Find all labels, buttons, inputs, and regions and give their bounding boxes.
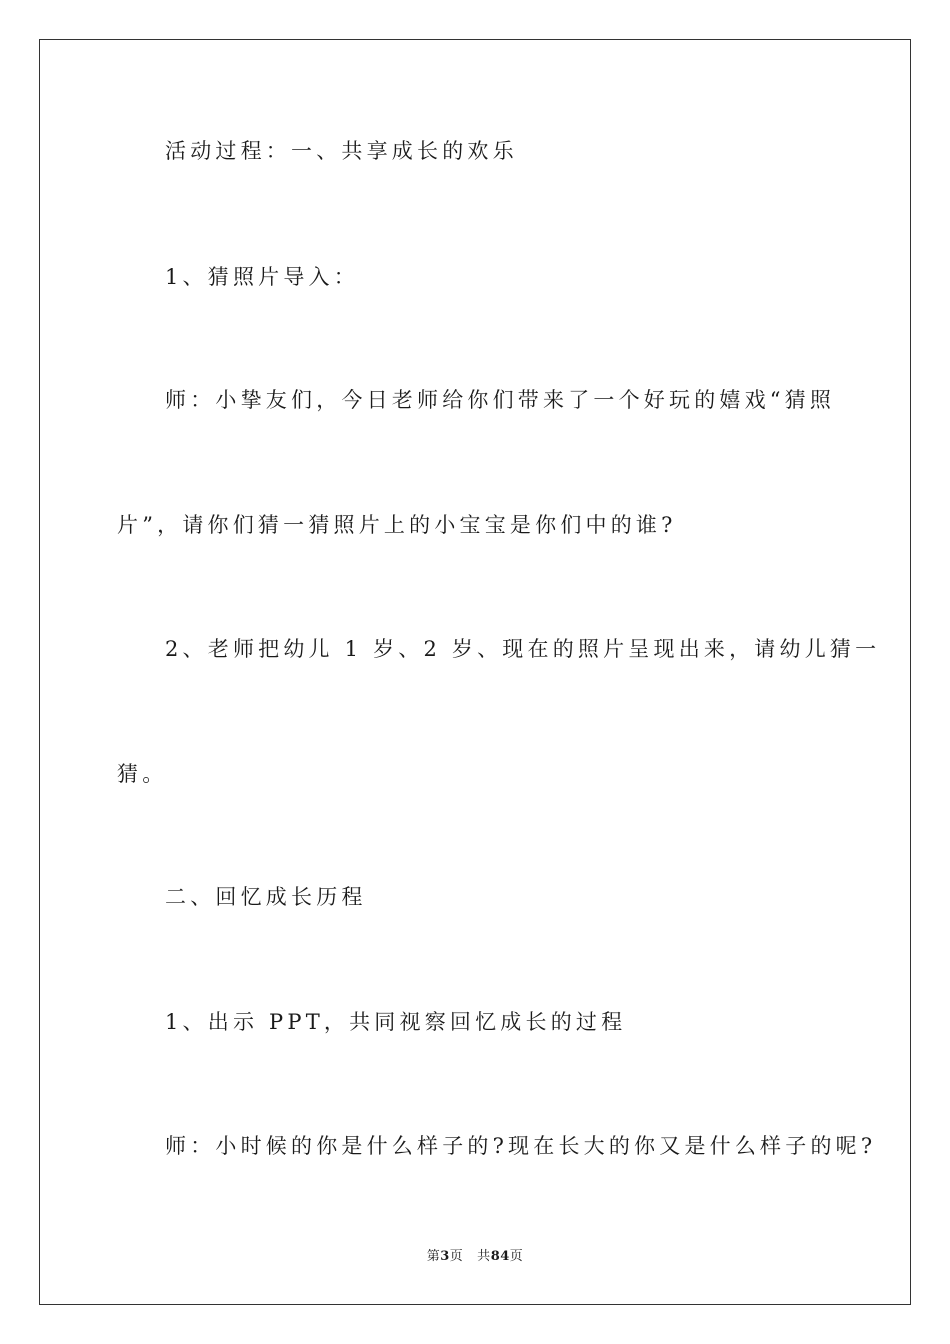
text-line-3: 师：小挚友们，今日老师给你们带来了一个好玩的嬉戏“猜照 — [165, 388, 836, 412]
text-line-2: 1、猜照片导入： — [165, 265, 359, 289]
text-line-6: 猜。 — [117, 762, 168, 786]
text-line-9: 师：小时候的你是什么样子的?现在长大的你又是什么样子的呢? — [165, 1134, 877, 1158]
text-line-5: 2、老师把幼儿 1 岁、2 岁、现在的照片呈现出来，请幼儿猜一 — [165, 637, 881, 661]
text-line-4: 片”，请你们猜一猜照片上的小宝宝是你们中的谁? — [117, 513, 677, 537]
text-line-1: 活动过程：一、共享成长的欢乐 — [165, 139, 518, 163]
text-line-7: 二、回忆成长历程 — [165, 885, 367, 909]
footer-total-pages: 84 — [490, 1249, 510, 1264]
page-footer — [0, 1248, 950, 1266]
footer-page-suffix: 页 — [449, 1249, 464, 1264]
footer-prefix: 第 — [426, 1249, 441, 1264]
footer-page-number: 3 — [440, 1249, 450, 1264]
text-line-8: 1、出示 PPT，共同视察回忆成长的过程 — [165, 1010, 627, 1034]
footer-total-prefix: 共 — [477, 1249, 491, 1264]
page-frame — [39, 39, 911, 1305]
footer-total-suffix: 页 — [509, 1249, 524, 1264]
